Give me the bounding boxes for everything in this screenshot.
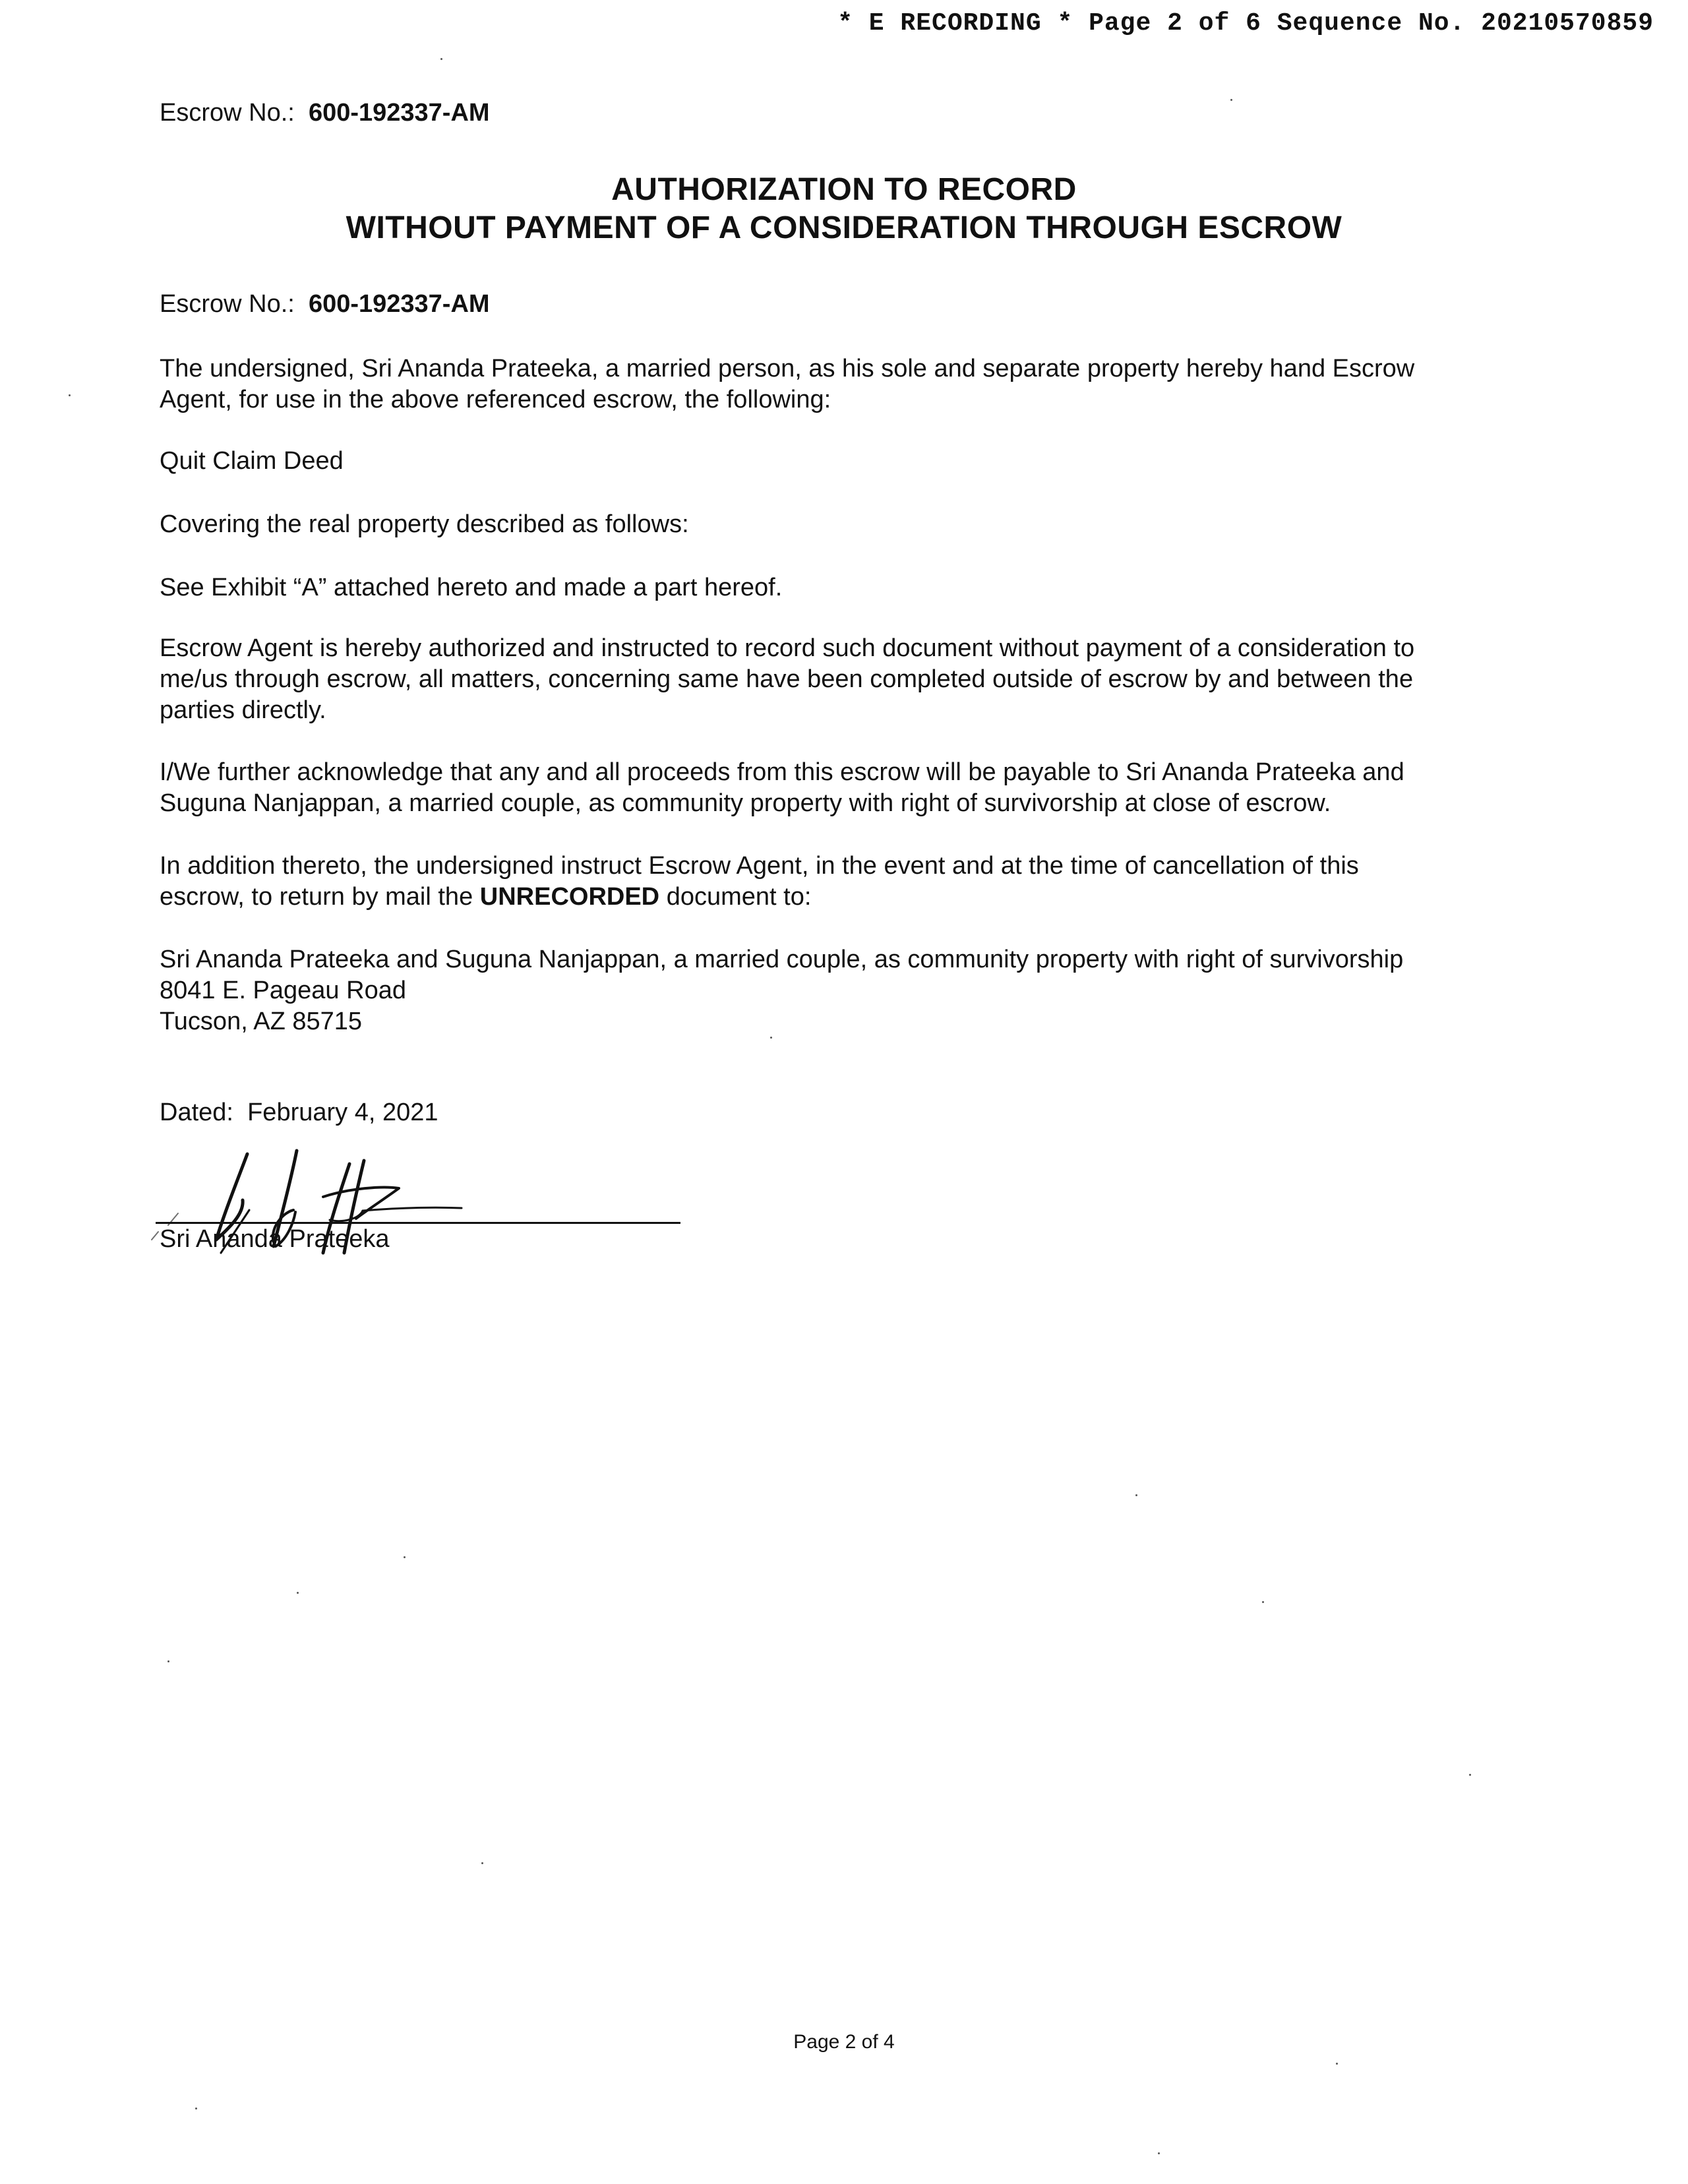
- return-address-name: Sri Ananda Prateeka and Suguna Nanjappan, a married couple, as community property with right of survivorship: [160, 946, 1404, 973]
- escrow-label: Escrow No.:: [160, 99, 295, 127]
- scan-speck: [770, 1037, 772, 1039]
- return-address-street: 8041 E. Pageau Road: [160, 977, 406, 1004]
- proceeds-paragraph: [160, 757, 1528, 819]
- signature-line: [156, 1222, 680, 1224]
- document-title-line2: WITHOUT PAYMENT OF A CONSIDERATION THROUGH ESCROW: [346, 210, 1342, 245]
- cancellation-line: [160, 882, 1528, 913]
- dated-label: Dated:: [160, 1099, 233, 1126]
- authorization-line: me/us through escrow, all matters, concerning same have been completed outside of escrow by and between the: [160, 665, 1414, 693]
- scan-speck: [1230, 99, 1232, 101]
- escrow-number-value: 600-192337-AM: [308, 99, 490, 127]
- dated-date: February 4, 2021: [247, 1099, 438, 1126]
- escrow-number-value: 600-192337-AM: [308, 290, 490, 318]
- cancellation-text: document to:: [666, 883, 812, 911]
- scan-speck: [167, 1660, 169, 1662]
- dated-line: [160, 1097, 1528, 1128]
- scan-speck: [195, 2108, 197, 2109]
- intro-line: The undersigned, Sri Ananda Prateeka, a married person, as his sole and separate property hereby hand Escrow: [160, 355, 1415, 382]
- scan-speck: [297, 1592, 299, 1594]
- cancellation-text: escrow, to return by mail the: [160, 883, 473, 911]
- cancellation-line: In addition thereto, the undersigned instruct Escrow Agent, in the event and at the time of cancellation of this: [160, 852, 1359, 880]
- proceeds-line: Suguna Nanjappan, a married couple, as community property with right of survivorship at close of escrow.: [160, 789, 1331, 817]
- document-title-line1: AUTHORIZATION TO RECORD: [611, 172, 1077, 207]
- scan-speck: [1135, 1494, 1137, 1496]
- unrecorded-emphasis: UNRECORDED: [479, 883, 660, 911]
- covering-text: Covering the real property described as follows:: [160, 510, 689, 538]
- escrow-number-second: [160, 290, 490, 318]
- cancellation-paragraph: [160, 851, 1528, 913]
- scan-speck: [481, 1862, 483, 1864]
- authorization-paragraph: [160, 633, 1528, 726]
- scan-speck: [440, 58, 442, 60]
- authorization-line: parties directly.: [160, 696, 326, 724]
- escrow-label: Escrow No.:: [160, 290, 295, 318]
- scan-speck: [404, 1556, 406, 1558]
- scan-speck: [1336, 2063, 1338, 2065]
- page-footer: Page 2 of 4: [793, 2031, 895, 2053]
- intro-paragraph: [160, 353, 1528, 415]
- return-address-city: Tucson, AZ 85715: [160, 1008, 363, 1035]
- proceeds-line: I/We further acknowledge that any and all proceeds from this escrow will be payable to Sri Ananda Prateeka and: [160, 758, 1404, 786]
- signer-name: Sri Ananda Prateeka: [160, 1225, 390, 1253]
- scan-speck: [1469, 1774, 1471, 1776]
- scan-speck: [1262, 1601, 1264, 1603]
- authorization-line: Escrow Agent is hereby authorized and instructed to record such document without payment of a consideration to: [160, 634, 1415, 662]
- scan-speck: [1158, 2152, 1160, 2154]
- escrow-number-top: [160, 99, 490, 127]
- exhibit-reference: See Exhibit “A” attached hereto and made a part hereof.: [160, 574, 783, 601]
- scan-speck: [69, 394, 71, 396]
- recording-stamp: * E RECORDING * Page 2 of 6 Sequence No. 20210570859: [837, 9, 1654, 38]
- intro-line: Agent, for use in the above referenced escrow, the following:: [160, 386, 831, 413]
- return-address: [160, 944, 1528, 1037]
- document-type: Quit Claim Deed: [160, 447, 344, 475]
